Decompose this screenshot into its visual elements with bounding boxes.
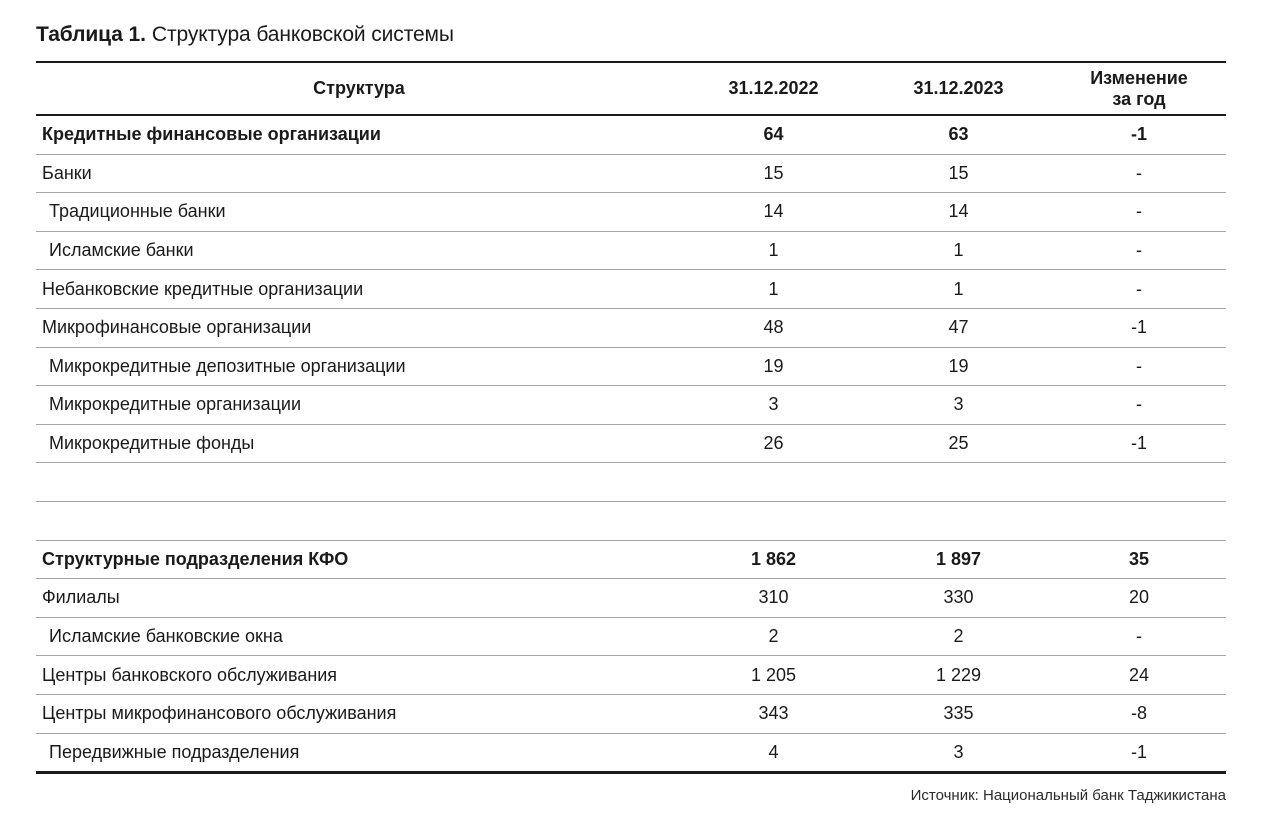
value-cell: -1 [1052,308,1226,347]
value-cell: 48 [682,308,865,347]
value-cell: 14 [865,193,1052,232]
value-cell: 64 [682,115,865,154]
structure-cell: Микрокредитные фонды [36,424,682,463]
structure-cell: Микрофинансовые организации [36,308,682,347]
value-cell: 19 [865,347,1052,386]
structure-cell: Традиционные банки [36,193,682,232]
value-cell: -8 [1052,694,1226,733]
structure-cell: Микрокредитные депозитные организации [36,347,682,386]
table-number-label: Таблица 1. [36,23,146,46]
table-row [36,694,1226,733]
spacer-cell [36,463,1226,502]
header-change-label: Изменение за год [1090,67,1188,109]
value-cell: 1 [682,231,865,270]
structure-cell: Исламские банковские окна [36,617,682,656]
structure-cell: Банки [36,154,682,193]
header-structure [36,62,682,115]
table-row [36,154,1226,193]
structure-cell: Центры микрофинансового обслуживания [36,694,682,733]
structure-cell: Центры банковского обслуживания [36,656,682,695]
value-cell: 24 [1052,656,1226,695]
source-note: Источник: Национальный банк Таджикистана [910,787,1226,805]
value-cell: 330 [865,579,1052,618]
value-cell: 3 [682,386,865,425]
value-cell: - [1052,231,1226,270]
value-cell: 15 [865,154,1052,193]
value-cell: - [1052,154,1226,193]
header-date-2023 [865,62,1052,115]
table-title-text: Структура банковской системы [151,23,454,46]
value-cell: 63 [865,115,1052,154]
structure-cell: Кредитные финансовые организации [36,115,682,154]
value-cell: 14 [682,193,865,232]
structure-cell: Небанковские кредитные организации [36,270,682,309]
table-row [36,308,1226,347]
value-cell: 310 [682,579,865,618]
value-cell: 3 [865,386,1052,425]
value-cell: 1 229 [865,656,1052,695]
table-row [36,656,1226,695]
value-cell: 1 [865,270,1052,309]
structure-cell: Передвижные подразделения [36,733,682,773]
value-cell: 47 [865,308,1052,347]
table-body [36,115,1226,773]
banking-structure-table [36,61,1226,774]
structure-cell: Исламские банки [36,231,682,270]
header-date-2022-label: 31.12.2022 [728,78,819,98]
value-cell: 1 205 [682,656,865,695]
structure-cell: Филиалы [36,579,682,618]
value-cell: 15 [682,154,865,193]
table-row [36,424,1226,463]
table-row [36,540,1226,579]
value-cell: 35 [1052,540,1226,579]
structure-cell: Структурные подразделения КФО [36,540,682,579]
spacer-row [36,501,1226,540]
value-cell: - [1052,270,1226,309]
value-cell: -1 [1052,115,1226,154]
table-row [36,733,1226,773]
value-cell: 20 [1052,579,1226,618]
value-cell: 1 897 [865,540,1052,579]
table-row [36,115,1226,154]
value-cell: 335 [865,694,1052,733]
value-cell: 25 [865,424,1052,463]
spacer-row [36,463,1226,502]
value-cell: 3 [865,733,1052,773]
value-cell: -1 [1052,733,1226,773]
table-row [36,347,1226,386]
table-header [36,62,1226,115]
structure-cell: Микрокредитные организации [36,386,682,425]
value-cell: 2 [682,617,865,656]
table-row [36,617,1226,656]
value-cell: 1 [865,231,1052,270]
table-row [36,193,1226,232]
header-date-2023-label: 31.12.2023 [913,78,1004,98]
table-row [36,270,1226,309]
page-title [36,22,1244,48]
value-cell: 26 [682,424,865,463]
value-cell: - [1052,386,1226,425]
value-cell: 19 [682,347,865,386]
value-cell: 1 [682,270,865,309]
spacer-cell [36,501,1226,540]
value-cell: - [1052,193,1226,232]
value-cell: 4 [682,733,865,773]
value-cell: 1 862 [682,540,865,579]
header-structure-label: Структура [313,78,405,98]
table-row [36,579,1226,618]
value-cell: - [1052,617,1226,656]
header-row [36,62,1226,115]
value-cell: - [1052,347,1226,386]
value-cell: 343 [682,694,865,733]
value-cell: -1 [1052,424,1226,463]
value-cell: 2 [865,617,1052,656]
table-row [36,231,1226,270]
table-row [36,386,1226,425]
header-date-2022 [682,62,865,115]
header-change [1052,62,1226,115]
